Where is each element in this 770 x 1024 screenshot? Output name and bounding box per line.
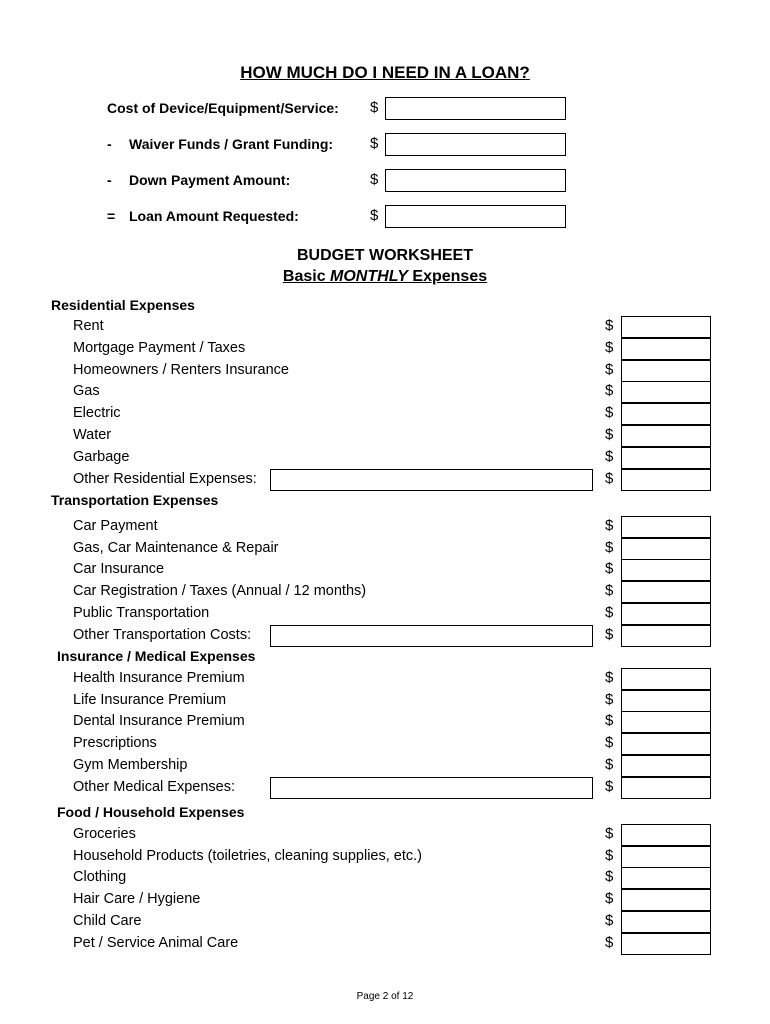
dollar-sign: $ xyxy=(605,426,614,443)
dollar-sign: $ xyxy=(605,712,614,729)
dollar-sign: $ xyxy=(605,339,614,356)
expense-label: Car Insurance xyxy=(73,561,165,577)
expense-label: Dental Insurance Premium xyxy=(73,713,245,729)
budget-worksheet-title: BUDGET WORKSHEET xyxy=(297,247,473,264)
expense-amount-field[interactable] xyxy=(621,516,711,538)
expense-amount-field[interactable] xyxy=(621,360,711,382)
expense-amount-field[interactable] xyxy=(621,469,711,491)
dollar-sign: $ xyxy=(605,604,614,621)
dollar-sign: $ xyxy=(605,626,614,643)
expense-label: Pet / Service Animal Care xyxy=(73,935,239,951)
dollar-sign: $ xyxy=(605,691,614,708)
expense-amount-field[interactable] xyxy=(621,338,711,360)
expense-amount-field[interactable] xyxy=(621,933,711,955)
dollar-sign: $ xyxy=(605,404,614,421)
section-heading: Food / Household Expenses xyxy=(57,804,245,820)
loan-label: Loan Amount Requested: xyxy=(129,208,299,224)
expense-amount-field[interactable] xyxy=(621,755,711,777)
dollar-sign: $ xyxy=(605,448,614,465)
expense-label: Hair Care / Hygiene xyxy=(73,891,201,907)
subtitle-emphasis: MONTHLY xyxy=(330,268,408,285)
expense-label: Electric xyxy=(73,405,121,421)
dollar-sign: $ xyxy=(370,135,379,152)
dollar-sign: $ xyxy=(605,847,614,864)
subtitle-post: Expenses xyxy=(407,268,488,285)
section-heading: Insurance / Medical Expenses xyxy=(57,648,256,664)
dollar-sign: $ xyxy=(605,912,614,929)
expense-amount-field[interactable] xyxy=(621,889,711,911)
expense-amount-field[interactable] xyxy=(621,867,711,889)
expense-label: Water xyxy=(73,427,112,443)
expense-amount-field[interactable] xyxy=(621,447,711,469)
other-expense-description-field[interactable] xyxy=(270,469,593,491)
expense-amount-field[interactable] xyxy=(621,381,711,403)
section-heading: Transportation Expenses xyxy=(51,492,219,508)
dollar-sign: $ xyxy=(605,934,614,951)
expense-amount-field[interactable] xyxy=(621,777,711,799)
dollar-sign: $ xyxy=(605,470,614,487)
dollar-sign: $ xyxy=(605,756,614,773)
dollar-sign: $ xyxy=(605,582,614,599)
expense-label: Household Products (toiletries, cleaning supplies, etc.) xyxy=(73,848,422,864)
expense-amount-field[interactable] xyxy=(621,668,711,690)
loan-operator: = xyxy=(107,208,116,224)
expense-label: Other Medical Expenses: xyxy=(73,779,235,795)
loan-label: Down Payment Amount: xyxy=(129,172,291,188)
expense-label: Car Registration / Taxes (Annual / 12 months) xyxy=(73,583,367,599)
expense-amount-field[interactable] xyxy=(621,711,711,733)
expense-amount-field[interactable] xyxy=(621,824,711,846)
section-heading: Residential Expenses xyxy=(51,297,195,313)
expense-label: Health Insurance Premium xyxy=(73,670,245,686)
loan-amount-field[interactable] xyxy=(385,97,566,120)
loan-operator: - xyxy=(107,172,112,188)
expense-amount-field[interactable] xyxy=(621,538,711,560)
dollar-sign: $ xyxy=(605,669,614,686)
loan-operator: - xyxy=(107,136,112,152)
loan-amount-field[interactable] xyxy=(385,205,566,228)
expense-label: Child Care xyxy=(73,913,142,929)
dollar-sign: $ xyxy=(370,171,379,188)
expense-label: Clothing xyxy=(73,869,127,885)
dollar-sign: $ xyxy=(605,361,614,378)
expense-amount-field[interactable] xyxy=(621,733,711,755)
expense-label: Gas, Car Maintenance & Repair xyxy=(73,540,279,556)
expense-amount-field[interactable] xyxy=(621,403,711,425)
expense-label: Prescriptions xyxy=(73,735,157,751)
expense-label: Gas xyxy=(73,383,100,399)
budget-worksheet-subtitle xyxy=(0,268,770,286)
dollar-sign: $ xyxy=(605,517,614,534)
dollar-sign: $ xyxy=(605,382,614,399)
other-expense-description-field[interactable] xyxy=(270,625,593,647)
expense-label: Other Transportation Costs: xyxy=(73,627,252,643)
expense-label: Other Residential Expenses: xyxy=(73,471,257,487)
expense-amount-field[interactable] xyxy=(621,559,711,581)
expense-label: Rent xyxy=(73,318,104,334)
expense-label: Public Transportation xyxy=(73,605,210,621)
expense-amount-field[interactable] xyxy=(621,846,711,868)
page-title: HOW MUCH DO I NEED IN A LOAN? xyxy=(240,63,530,82)
dollar-sign: $ xyxy=(605,868,614,885)
expense-amount-field[interactable] xyxy=(621,911,711,933)
dollar-sign: $ xyxy=(605,560,614,577)
expense-label: Mortgage Payment / Taxes xyxy=(73,340,246,356)
dollar-sign: $ xyxy=(605,778,614,795)
expense-amount-field[interactable] xyxy=(621,425,711,447)
loan-label: Cost of Device/Equipment/Service: xyxy=(107,100,339,116)
other-expense-description-field[interactable] xyxy=(270,777,593,799)
loan-amount-field[interactable] xyxy=(385,169,566,192)
dollar-sign: $ xyxy=(605,825,614,842)
dollar-sign: $ xyxy=(605,317,614,334)
expense-label: Garbage xyxy=(73,449,130,465)
expense-amount-field[interactable] xyxy=(621,581,711,603)
expense-label: Car Payment xyxy=(73,518,158,534)
dollar-sign: $ xyxy=(370,207,379,224)
page-footer: Page 2 of 12 xyxy=(356,991,414,1002)
loan-label: Waiver Funds / Grant Funding: xyxy=(129,136,334,152)
expense-amount-field[interactable] xyxy=(621,690,711,712)
dollar-sign: $ xyxy=(605,890,614,907)
loan-amount-field[interactable] xyxy=(385,133,566,156)
expense-label: Homeowners / Renters Insurance xyxy=(73,362,289,378)
expense-label: Groceries xyxy=(73,826,136,842)
expense-label: Life Insurance Premium xyxy=(73,692,227,708)
dollar-sign: $ xyxy=(605,539,614,556)
expense-amount-field[interactable] xyxy=(621,625,711,647)
subtitle-pre: Basic xyxy=(282,268,331,285)
expense-amount-field[interactable] xyxy=(621,603,711,625)
dollar-sign: $ xyxy=(370,99,379,116)
expense-amount-field[interactable] xyxy=(621,316,711,338)
expense-label: Gym Membership xyxy=(73,757,188,773)
dollar-sign: $ xyxy=(605,734,614,751)
